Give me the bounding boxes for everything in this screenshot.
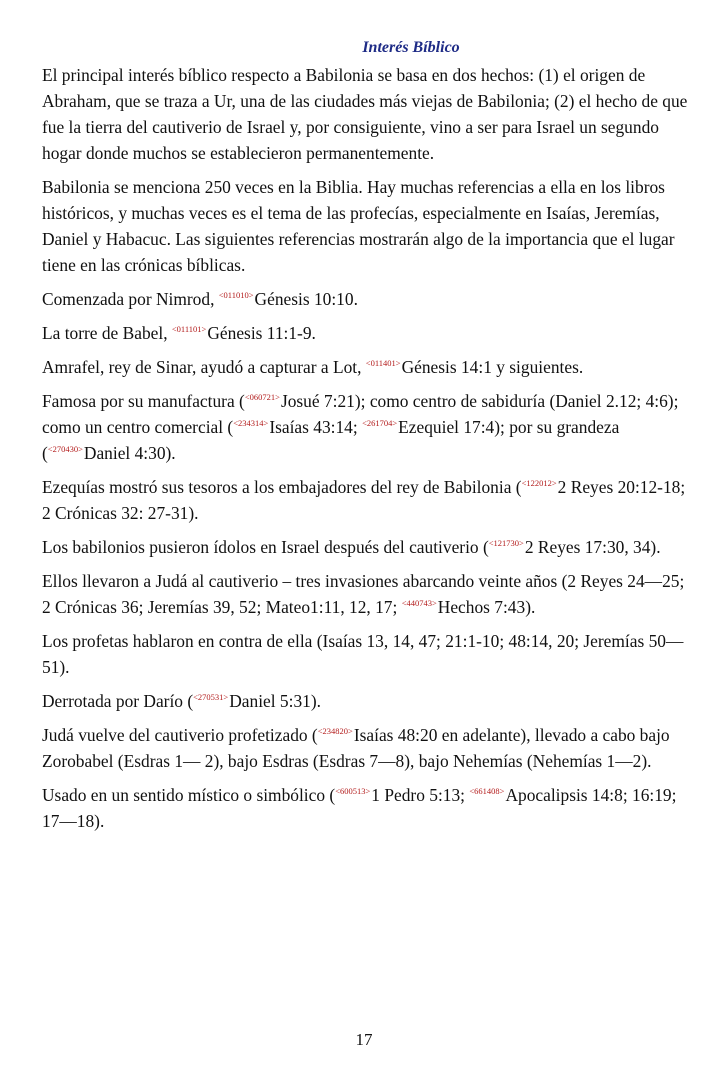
paragraph-text: Apocalipsis 14:8; 16:19; 17—18). (42, 785, 677, 831)
body-text (42, 62, 690, 834)
verse-reference-link[interactable]: <661408> (469, 786, 505, 796)
verse-reference-link[interactable]: <270531> (193, 692, 229, 702)
paragraph-text: Daniel 5:31). (229, 691, 321, 711)
paragraph (42, 688, 690, 714)
paragraph-text: Daniel 4:30). (83, 443, 176, 463)
paragraph-text: 2 Reyes 17:30, 34). (524, 537, 661, 557)
paragraph-text: Génesis 11:1-9. (207, 323, 316, 343)
paragraph-text: Ezequías mostró sus tesoros a los embajadores del rey de Babilonia ( (42, 477, 522, 497)
paragraph-text: Usado en un sentido místico o simbólico ( (42, 785, 336, 805)
paragraph-text: Derrotada por Darío ( (42, 691, 194, 711)
paragraph-text: La torre de Babel, (42, 323, 172, 343)
paragraph (42, 174, 690, 278)
paragraph-text: Amrafel, rey de Sinar, ayudó a capturar a Lot, (42, 357, 366, 377)
paragraph-text: 2 Reyes 20:12-18; 2 Crónicas 32: 27-31). (42, 477, 686, 523)
paragraph (42, 286, 690, 312)
page-content (42, 37, 690, 842)
paragraph (42, 782, 690, 834)
section-title: Interés Bíblico (362, 39, 460, 56)
paragraph-text: Comenzada por Nimrod, (42, 289, 219, 309)
paragraph (42, 474, 690, 526)
verse-reference-link[interactable]: <122012> (521, 478, 557, 488)
paragraph-text: 1 Pedro 5:13; (371, 785, 470, 805)
verse-reference-link[interactable]: <011010> (218, 290, 254, 300)
paragraph-text: Isaías 43:14; (269, 417, 363, 437)
paragraph (42, 354, 690, 380)
paragraph (42, 534, 690, 560)
paragraph-text: Los babilonios pusieron ídolos en Israel después del cautiverio ( (42, 537, 489, 557)
paragraph (42, 628, 690, 680)
paragraph-text: Ellos llevaron a Judá al cautiverio – tres invasiones abarcando veinte años (2 Reyes 24—25; 2 Crónicas 36; Jeremías 39, 52; Mateo1:11, 12, 17; (42, 571, 685, 617)
verse-reference-link[interactable]: <011401> (365, 358, 401, 368)
paragraph-text: Isaías 48:20 en adelante), llevado a cabo bajo Zorobabel (Esdras 1— 2), bajo Esdras (Esdras 7—8), bajo Nehemías (Nehemías 1—2). (42, 725, 670, 771)
paragraph-text: Babilonia se menciona 250 veces en la Biblia. Hay muchas referencias a ella en los libros históricos, y muchas veces es el tema de las profecías, especialmente en Isaías, Jeremías, Daniel y Habacuc. Las siguientes referencias mostrarán algo de la importancia que el lugar tiene en las crónicas bíblicas. (42, 177, 675, 275)
paragraph-text: Hechos 7:43). (437, 597, 536, 617)
paragraph-text: Ezequiel 17:4); por su grandeza ( (42, 417, 620, 463)
paragraph (42, 62, 690, 166)
page-number: 17 (355, 1030, 373, 1049)
paragraph-text: Génesis 14:1 y siguientes. (401, 357, 584, 377)
paragraph-text: Famosa por su manufactura ( (42, 391, 245, 411)
paragraph-text: Génesis 10:10. (254, 289, 358, 309)
verse-reference-link[interactable]: <011101> (171, 324, 207, 334)
verse-reference-link[interactable]: <234820> (317, 726, 353, 736)
verse-reference-link[interactable]: <261704> (362, 418, 398, 428)
paragraph-text: Los profetas hablaron en contra de ella (Isaías 13, 14, 47; 21:1-10; 48:14, 20; Jeremías 50—51). (42, 631, 684, 677)
paragraph-text: El principal interés bíblico respecto a Babilonia se basa en dos hechos: (1) el origen de Abraham, que se traza a Ur, una de las ciudades más viejas de Babilonia; (2) el hecho de que fue la tierra del cautiverio de Israel y, por consiguiente, vino a ser para Israel un segundo hogar donde muchos se establecieron permanentemente. (42, 65, 688, 163)
paragraph-text: Judá vuelve del cautiverio profetizado ( (42, 725, 318, 745)
verse-reference-link[interactable]: <600513> (335, 786, 371, 796)
paragraph (42, 388, 690, 466)
verse-reference-link[interactable]: <121730> (488, 538, 524, 548)
paragraph (42, 568, 690, 620)
paragraph-text: Josué 7:21); como centro de sabiduría (Daniel 2.12; 4:6); como un centro comercial ( (42, 391, 679, 437)
paragraph (42, 722, 690, 774)
verse-reference-link[interactable]: <060721> (244, 392, 280, 402)
verse-reference-link[interactable]: <234314> (233, 418, 269, 428)
verse-reference-link[interactable]: <440743> (401, 598, 437, 608)
paragraph (42, 320, 690, 346)
verse-reference-link[interactable]: <270430> (47, 444, 83, 454)
